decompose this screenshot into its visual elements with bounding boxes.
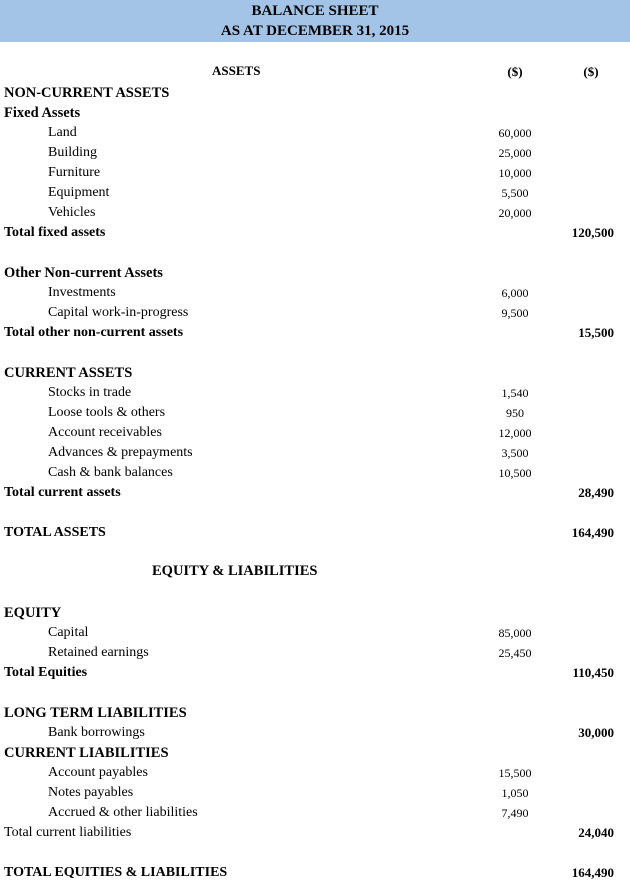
table-row — [0, 203, 630, 223]
row-detail-amount: 1,540 — [501, 386, 529, 400]
table-row — [0, 723, 630, 743]
row-total-amount: 120,500 — [571, 225, 614, 240]
row-label: Retained earnings — [48, 645, 149, 660]
table-row — [0, 263, 630, 283]
row-label: TOTAL ASSETS — [4, 525, 106, 540]
column-header-total: ($) — [583, 64, 599, 79]
table-row — [0, 163, 630, 183]
table-row — [0, 703, 630, 723]
row-detail-amount: 60,000 — [498, 126, 532, 140]
row-label: Bank borrowings — [48, 725, 145, 740]
row-label: Total Equities — [4, 665, 88, 680]
row-label: Loose tools & others — [48, 405, 166, 420]
row-label: Fixed Assets — [4, 105, 81, 121]
table-row — [0, 323, 630, 343]
table-row — [0, 623, 630, 643]
row-total-amount: 24,040 — [578, 825, 614, 840]
row-total-amount: 164,490 — [571, 525, 614, 540]
row-label: Building — [48, 145, 98, 160]
row-total-amount: 28,490 — [578, 485, 614, 500]
row-detail-amount: 25,450 — [498, 646, 532, 660]
table-row — [0, 223, 630, 243]
table-row — [0, 363, 630, 383]
table-row — [0, 463, 630, 483]
table-row — [0, 403, 630, 423]
row-label: Total current liabilities — [4, 825, 132, 840]
table-row — [0, 83, 630, 103]
header-banner — [0, 0, 630, 42]
row-label: Capital — [48, 625, 89, 640]
row-label: Equipment — [48, 185, 110, 200]
row-total-amount: 15,500 — [578, 325, 614, 340]
table-row — [0, 443, 630, 463]
row-label: CURRENT LIABILITIES — [4, 745, 169, 761]
table-row — [0, 523, 630, 543]
table-row — [0, 603, 630, 623]
row-label: Capital work-in-progress — [48, 305, 189, 320]
row-label: Total other non-current assets — [4, 325, 184, 340]
row-label: Accrued & other liabilities — [48, 805, 198, 820]
row-label: LONG TERM LIABILITIES — [4, 705, 187, 721]
table-row — [0, 303, 630, 323]
table-row — [0, 763, 630, 783]
sheet-title: BALANCE SHEET — [251, 3, 379, 19]
row-detail-amount: 10,000 — [498, 166, 532, 180]
table-row — [0, 103, 630, 123]
row-detail-amount: 6,000 — [501, 286, 529, 300]
row-detail-amount: 12,000 — [498, 426, 532, 440]
table-row — [0, 423, 630, 443]
row-label: Advances & prepayments — [48, 445, 193, 460]
table-row — [0, 863, 630, 883]
table-row — [0, 483, 630, 503]
row-detail-amount: 10,500 — [498, 466, 532, 480]
table-row — [0, 183, 630, 203]
table-row — [0, 783, 630, 803]
row-detail-amount: 1,050 — [501, 786, 529, 800]
row-detail-amount: 5,500 — [501, 186, 529, 200]
table-row — [0, 283, 630, 303]
row-label: NON-CURRENT ASSETS — [4, 85, 170, 101]
row-label: Total fixed assets — [4, 225, 106, 240]
table-row — [0, 123, 630, 143]
table-row — [0, 803, 630, 823]
row-detail-amount: 7,490 — [501, 806, 529, 820]
row-label: Furniture — [48, 165, 101, 180]
row-detail-amount: 25,000 — [498, 146, 532, 160]
row-label: CURRENT ASSETS — [4, 365, 133, 381]
assets-heading: ASSETS — [212, 63, 261, 78]
row-detail-amount: 20,000 — [498, 206, 532, 220]
row-total-amount: 30,000 — [578, 725, 614, 740]
row-detail-amount: 9,500 — [501, 306, 529, 320]
row-label: Account receivables — [48, 425, 162, 440]
table-row — [0, 663, 630, 683]
row-total-amount: 164,490 — [571, 865, 614, 880]
row-label: Account payables — [48, 765, 148, 780]
row-label: Vehicles — [48, 205, 96, 220]
row-label: Investments — [48, 285, 116, 300]
row-label: Other Non-current Assets — [4, 265, 163, 281]
column-header-detail: ($) — [507, 64, 523, 79]
row-label: Stocks in trade — [48, 385, 132, 400]
table-row — [0, 383, 630, 403]
row-detail-amount: 15,500 — [498, 766, 532, 780]
row-label: Total current assets — [4, 485, 121, 500]
table-row — [0, 823, 630, 843]
table-row — [0, 743, 630, 763]
equity-liabilities-heading: EQUITY & LIABILITIES — [152, 563, 318, 579]
row-label: TOTAL EQUITIES & LIABILITIES — [4, 865, 228, 880]
row-label: Notes payables — [48, 785, 134, 800]
row-label: Land — [48, 125, 77, 140]
row-detail-amount: 85,000 — [498, 626, 532, 640]
sheet-date: AS AT DECEMBER 31, 2015 — [220, 23, 410, 39]
table-row — [0, 143, 630, 163]
row-label: EQUITY — [4, 605, 62, 621]
row-detail-amount: 3,500 — [501, 446, 529, 460]
row-label: Cash & bank balances — [48, 465, 173, 480]
row-detail-amount: 950 — [506, 406, 524, 420]
table-row — [0, 643, 630, 663]
row-total-amount: 110,450 — [572, 665, 614, 680]
